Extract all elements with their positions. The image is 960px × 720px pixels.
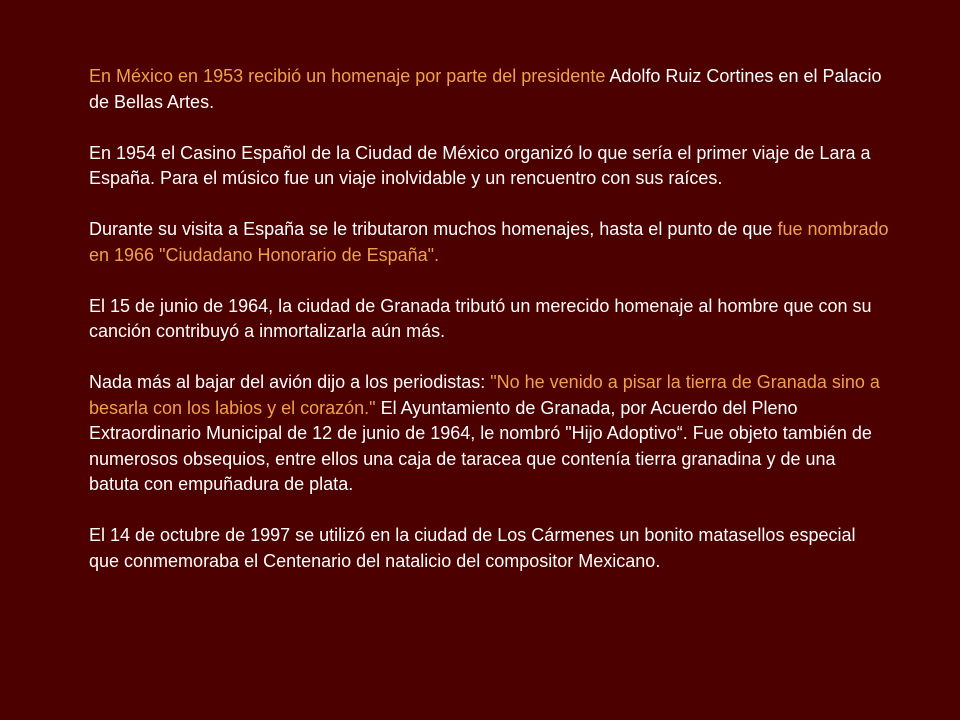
paragraph-5-text-intro: Nada más al bajar del avión dijo a los periodistas:: [89, 372, 486, 392]
slide-text-body: [89, 64, 889, 600]
paragraph-4: [89, 294, 889, 345]
paragraph-3-text: Durante su visita a España se le tributaron muchos homenajes, hasta el punto de que: [89, 219, 773, 239]
paragraph-5-text-rest: El Ayuntamiento de Granada, por Acuerdo del Pleno Extraordinario Municipal de 12 de junio de 1964, le nombró "Hijo Adoptivo“. Fue objeto también de numerosos obsequios, entre ellos una caja de taracea que contenía tierra granadina y de una batuta con empuñadura de plata.: [89, 397, 872, 494]
paragraph-3-highlight: fue nombrado en 1966 "Ciudadano Honorario de España".: [89, 219, 889, 265]
paragraph-3: [89, 217, 889, 268]
paragraph-2: [89, 141, 889, 192]
paragraph-4-text: El 15 de junio de 1964, la ciudad de Granada tributó un merecido homenaje al hombre que con su canción contribuyó a inmortalizarla aún más.: [89, 295, 872, 341]
paragraph-1: [89, 64, 889, 115]
paragraph-6: [89, 523, 889, 574]
paragraph-5: [89, 370, 889, 498]
paragraph-1-text: Adolfo Ruiz Cortines en el Palacio de Bellas Artes.: [89, 66, 882, 112]
paragraph-5-quote: "No he venido a pisar la tierra de Granada sino a besarla con los labios y el corazón.": [89, 372, 880, 418]
paragraph-6-text: El 14 de octubre de 1997 se utilizó en la ciudad de Los Cármenes un bonito matasellos especial que conmemoraba el Centenario del natalicio del compositor Mexicano.: [89, 525, 856, 571]
paragraph-1-highlight: En México en 1953 recibió un homenaje por parte del presidente: [89, 66, 606, 86]
paragraph-2-text: En 1954 el Casino Español de la Ciudad de México organizó lo que sería el primer viaje de Lara a España. Para el músico fue un viaje inolvidable y un rencuentro con sus raíces.: [89, 142, 871, 188]
